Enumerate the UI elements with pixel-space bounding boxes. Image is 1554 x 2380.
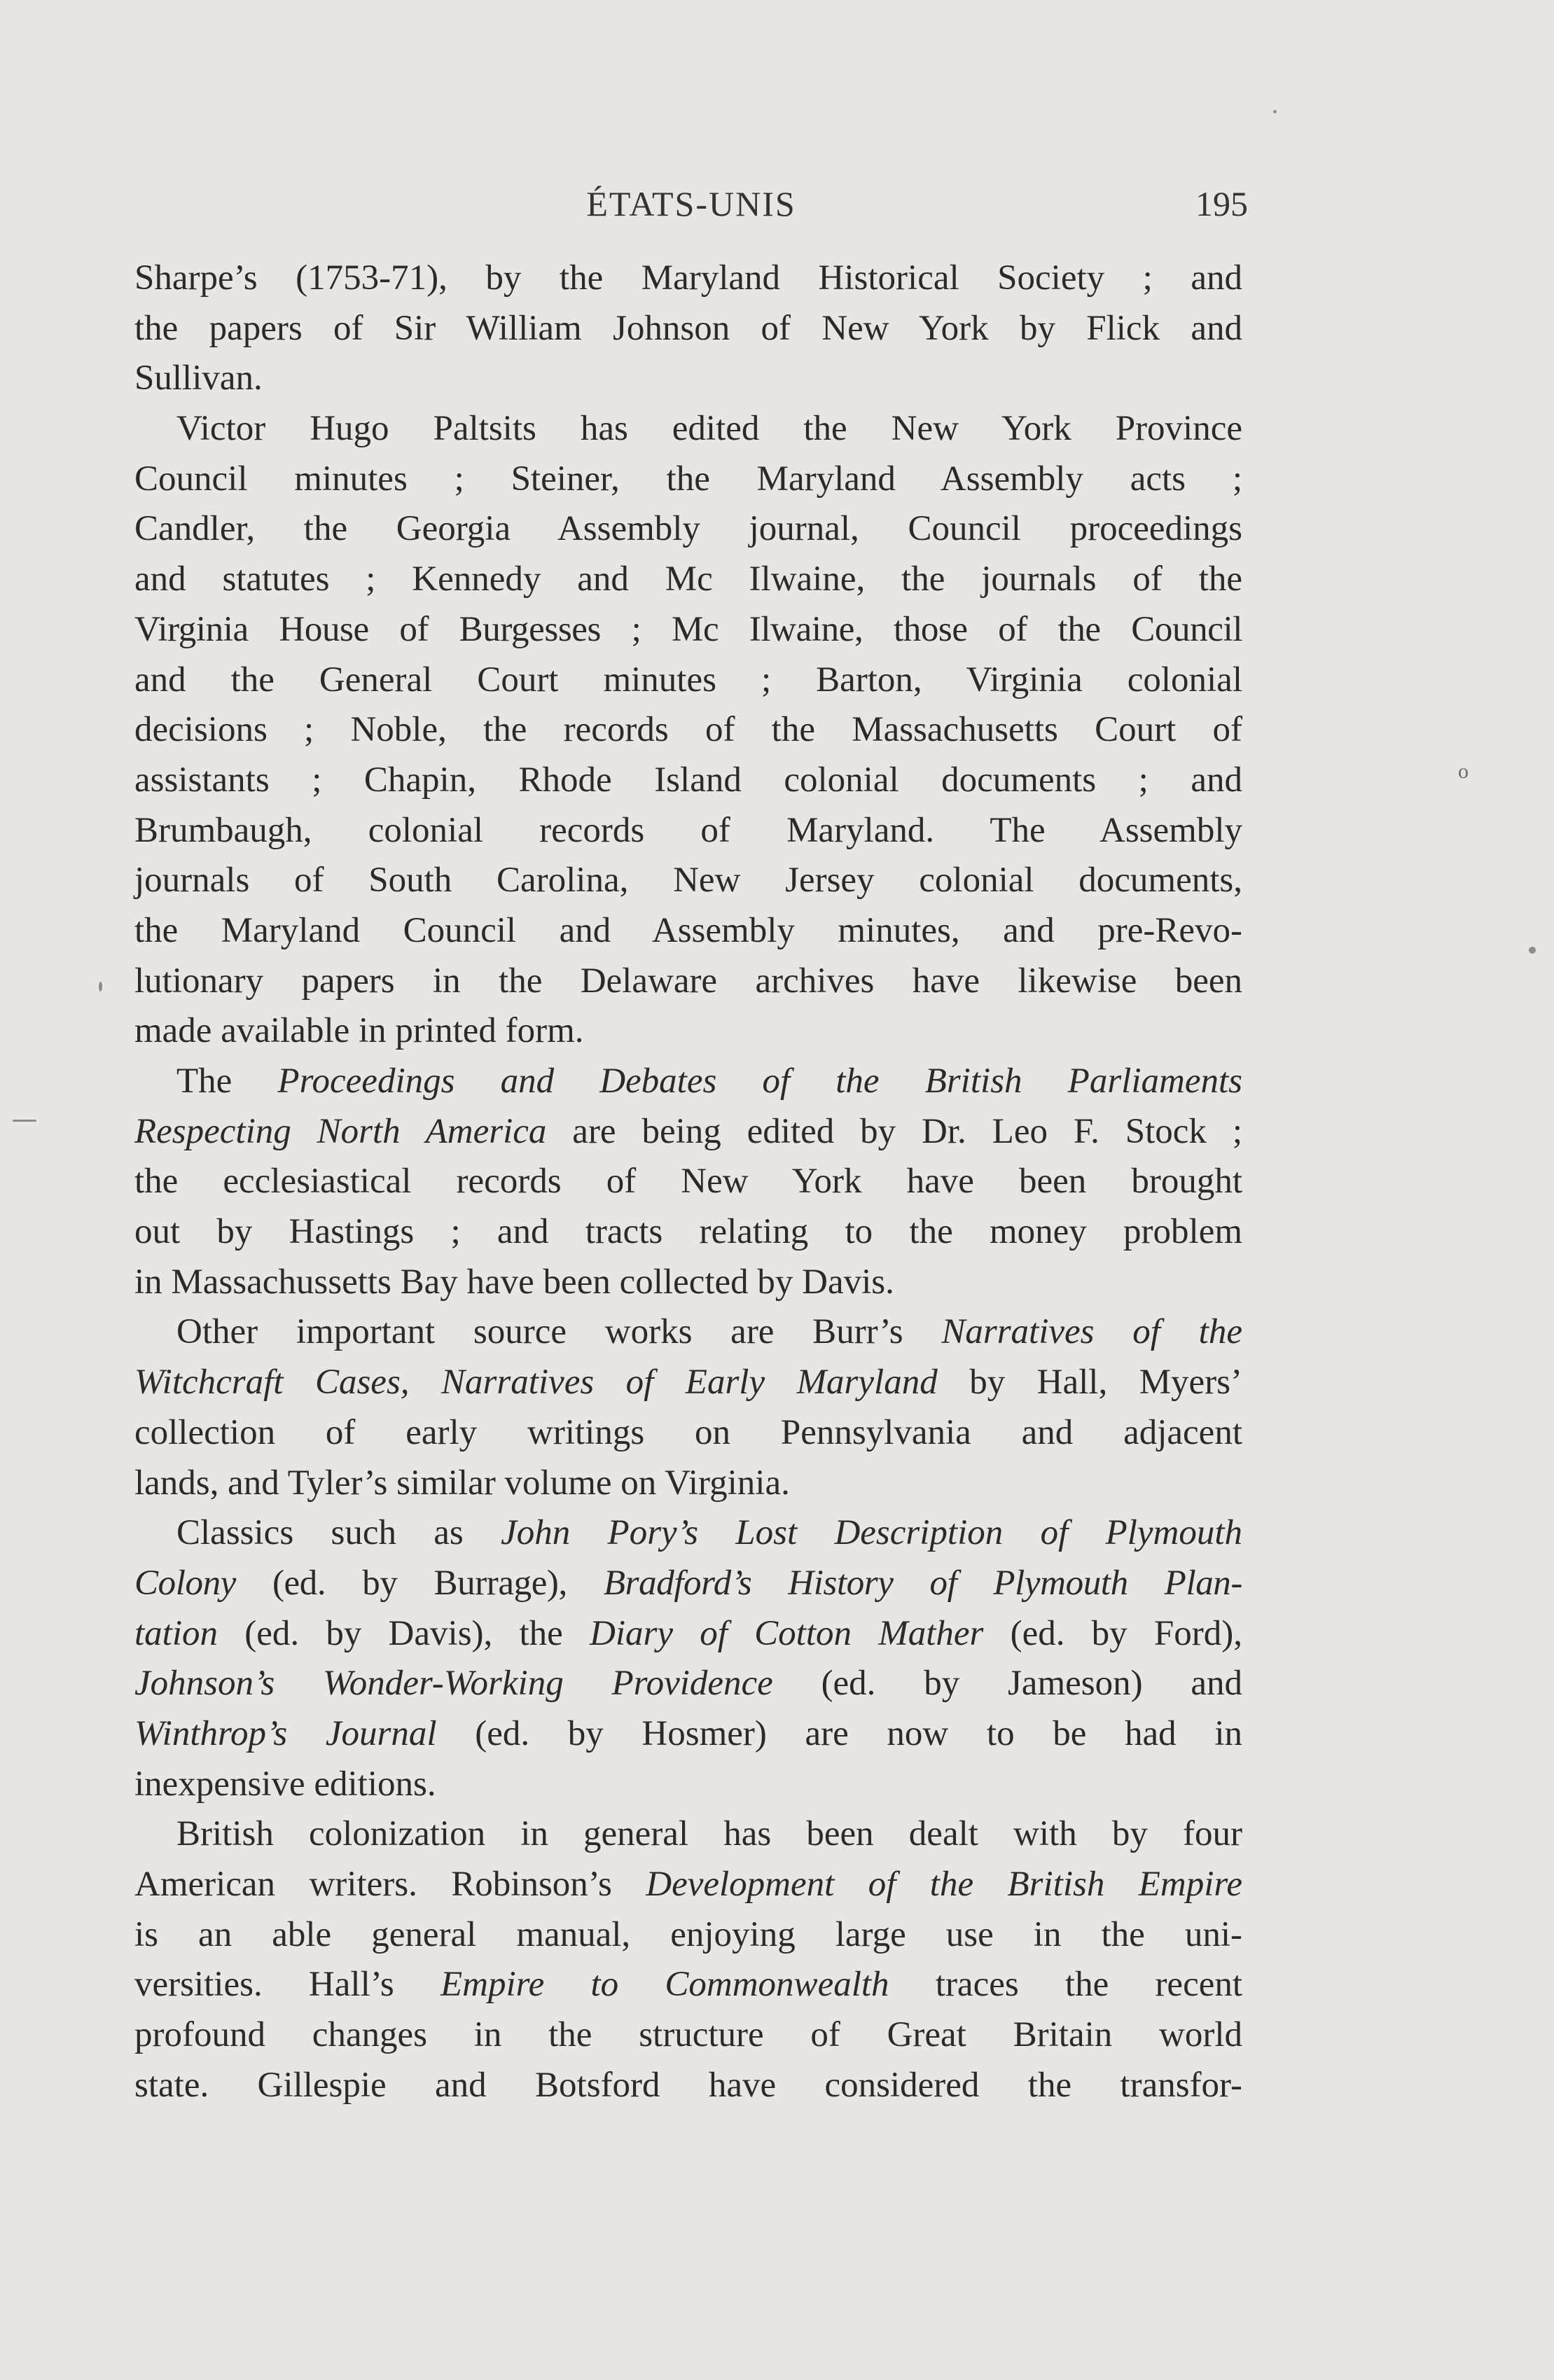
- body-text: [134, 253, 1242, 2110]
- text-run: in Massachussetts Bay have been collected by Davis.: [134, 1262, 894, 1302]
- text-run: Classics such as: [176, 1513, 501, 1553]
- text-run: (ed. by Burrage),: [235, 1563, 604, 1603]
- text-run: versities. Hall’s: [134, 1965, 440, 2005]
- text-line: [134, 454, 1242, 505]
- running-head: [134, 183, 1248, 228]
- text-line: [134, 2010, 1242, 2061]
- text-line: [134, 1910, 1242, 1961]
- text-line: [134, 1809, 1242, 1860]
- text-run: Brumbaugh, colonial records of Maryland. The Assembly: [134, 810, 1242, 850]
- text-line: [134, 1258, 1242, 1308]
- text-run: (ed. by Ford),: [983, 1613, 1242, 1653]
- italic-title: tation: [134, 1613, 218, 1653]
- text-run: (ed. by Hosmer) are now to be had in: [436, 1713, 1242, 1753]
- text-run: Sullivan.: [134, 359, 263, 398]
- text-line: [134, 2061, 1242, 2111]
- italic-title: Empire to Commonwealth: [440, 1965, 889, 2005]
- text-line: [134, 1508, 1242, 1559]
- text-line: [134, 906, 1242, 956]
- text-line: [134, 756, 1242, 806]
- text-line: [134, 253, 1242, 304]
- text-line: [134, 1107, 1242, 1157]
- text-line: [134, 1408, 1242, 1459]
- text-run: by Hall, Myers’: [937, 1363, 1242, 1403]
- text-run: and the General Court minutes ; Barton, Virginia colonial: [134, 660, 1242, 700]
- text-line: [134, 1057, 1242, 1107]
- text-run: the ecclesiastical records of New York have been brought: [134, 1162, 1242, 1202]
- text-line: [134, 304, 1242, 354]
- margin-speck: [1529, 947, 1536, 954]
- text-line: [134, 605, 1242, 655]
- text-run: (ed. by Jameson) and: [772, 1664, 1242, 1704]
- italic-title: John Pory’s Lost Description of Plymouth: [501, 1513, 1243, 1553]
- text-run: Other important source works are Burr’s: [176, 1312, 942, 1352]
- italic-title: Witchcraft Cases, Narratives of Early Maryland: [134, 1363, 938, 1403]
- text-run: Sharpe’s (1753-71), by the Maryland Historical Society ; and: [134, 258, 1242, 298]
- text-run: journals of South Carolina, New Jersey colonial documents,: [134, 861, 1242, 900]
- text-run: American writers. Robinson’s: [134, 1865, 646, 1904]
- text-line: [134, 1006, 1242, 1057]
- margin-mark: o: [1458, 760, 1469, 783]
- text-run: (ed. by Davis), the: [218, 1613, 590, 1653]
- text-run: state. Gillespie and Botsford have considered the transfor-: [134, 2065, 1242, 2105]
- text-run: assistants ; Chapin, Rhode Island colonial documents ; and: [134, 760, 1242, 800]
- text-run: British colonization in general has been dealt with by four: [176, 1814, 1242, 1854]
- text-run: inexpensive editions.: [134, 1764, 436, 1804]
- margin-speck: [13, 1120, 36, 1122]
- italic-title: Diary of Cotton Mather: [590, 1613, 984, 1653]
- running-title: ÉTATS-UNIS: [586, 184, 796, 223]
- italic-title: Winthrop’s Journal: [134, 1713, 437, 1753]
- italic-title: Bradford’s History of Plymouth Plan-: [603, 1563, 1242, 1603]
- page-number: 195: [1195, 184, 1248, 223]
- text-run: is an able general manual, enjoying large use in the uni-: [134, 1914, 1242, 1954]
- text-line: [134, 1559, 1242, 1609]
- text-run: decisions ; Noble, the records of the Massachusetts Court of: [134, 710, 1242, 750]
- text-line: [134, 1860, 1242, 1910]
- text-line: [134, 1358, 1242, 1408]
- text-line: [134, 1960, 1242, 2010]
- text-line: [134, 354, 1242, 404]
- margin-speck: [1273, 110, 1277, 113]
- text-run: Virginia House of Burgesses ; Mc Ilwaine, those of the Council: [134, 609, 1242, 649]
- text-line: [134, 856, 1242, 906]
- text-run: lands, and Tyler’s similar volume on Virginia.: [134, 1463, 790, 1503]
- italic-title: Colony: [134, 1563, 236, 1603]
- text-run: Victor Hugo Paltsits has edited the New York Province: [176, 409, 1242, 449]
- italic-title: Development of the British Empire: [646, 1865, 1243, 1904]
- italic-title: Proceedings and Debates of the British Parliaments: [277, 1062, 1242, 1101]
- text-line: [134, 1157, 1242, 1207]
- text-line: [134, 504, 1242, 555]
- margin-speck: [99, 982, 102, 991]
- text-run: the papers of Sir William Johnson of New York by Flick and: [134, 308, 1242, 348]
- text-line: [134, 1760, 1242, 1810]
- text-line: [134, 956, 1242, 1007]
- text-run: profound changes in the structure of Great Britain world: [134, 2015, 1242, 2055]
- text-line: [134, 404, 1242, 454]
- text-line: [134, 655, 1242, 706]
- text-run: lutionary papers in the Delaware archives have likewise been: [134, 961, 1242, 1001]
- text-run: out by Hastings ; and tracts relating to the money problem: [134, 1212, 1242, 1252]
- text-run: collection of early writings on Pennsylvania and adjacent: [134, 1412, 1242, 1452]
- text-line: [134, 555, 1242, 605]
- text-line: [134, 1207, 1242, 1258]
- text-run: The: [176, 1062, 278, 1101]
- text-line: [134, 1659, 1242, 1709]
- italic-title: Respecting North America: [134, 1111, 547, 1151]
- italic-title: Narratives of the: [941, 1312, 1242, 1352]
- text-run: the Maryland Council and Assembly minutes, and pre-Revo-: [134, 910, 1242, 950]
- text-line: [134, 1459, 1242, 1509]
- text-line: [134, 1709, 1242, 1760]
- text-run: Council minutes ; Steiner, the Maryland Assembly acts ;: [134, 459, 1242, 499]
- text-line: [134, 806, 1242, 856]
- text-run: and statutes ; Kennedy and Mc Ilwaine, the journals of the: [134, 559, 1242, 599]
- text-run: made available in printed form.: [134, 1011, 584, 1051]
- italic-title: Johnson’s Wonder-Working Providence: [134, 1664, 773, 1704]
- text-run: are being edited by Dr. Leo F. Stock ;: [546, 1111, 1242, 1151]
- text-run: Candler, the Georgia Assembly journal, Council proceedings: [134, 509, 1242, 549]
- text-line: [134, 1609, 1242, 1659]
- text-line: [134, 1307, 1242, 1358]
- text-run: traces the recent: [889, 1965, 1243, 2005]
- text-line: [134, 705, 1242, 756]
